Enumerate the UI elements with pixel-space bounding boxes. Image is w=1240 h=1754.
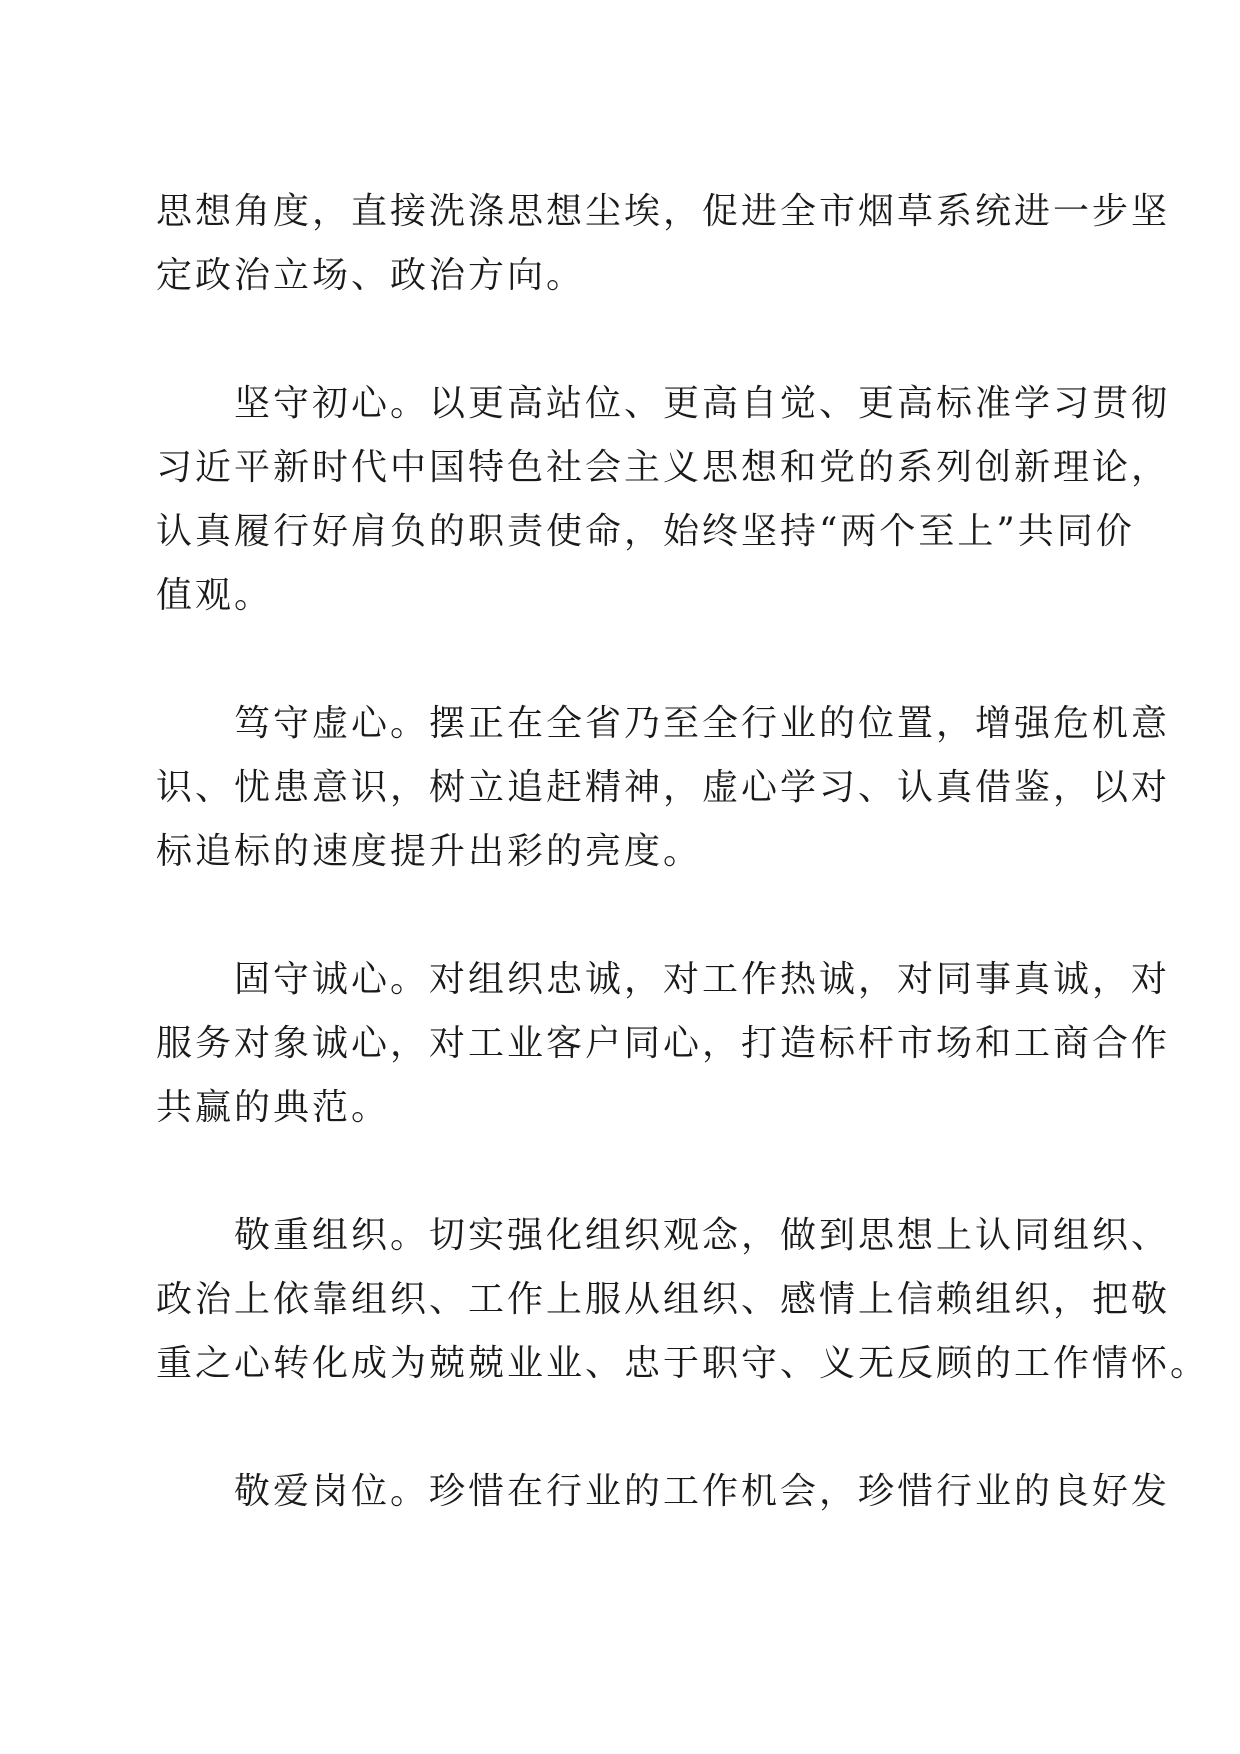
text-line: 政治上依靠组织、工作上服从组织、感情上信赖组织，把敬 (156, 1279, 1171, 1320)
text-line: 敬重组织。切实强化组织观念，做到思想上认同组织、 (156, 1215, 1171, 1256)
paragraph-3 (156, 692, 1171, 884)
text-line: 值观。 (156, 575, 274, 616)
text-line: 服务对象诚心，对工业客户同心，打造标杆市场和工商合作 (156, 1023, 1171, 1064)
text-line: 标追标的速度提升出彩的亮度。 (156, 831, 703, 872)
text-line: 认真履行好肩负的职责使命，始终坚持“两个至上”共同价 (156, 511, 1135, 552)
paragraph-1 (156, 180, 1171, 308)
paragraph-6 (156, 1460, 1171, 1524)
paragraph-5 (156, 1204, 1210, 1396)
text-line: 敬爱岗位。珍惜在行业的工作机会，珍惜行业的良好发 (156, 1471, 1171, 1512)
text-line: 思想角度，直接洗涤思想尘埃，促进全市烟草系统进一步坚 (156, 191, 1171, 232)
text-line: 定政治立场、政治方向。 (156, 255, 586, 296)
text-line: 坚守初心。以更高站位、更高自觉、更高标准学习贯彻 (156, 383, 1171, 424)
text-line: 固守诚心。对组织忠诚，对工作热诚，对同事真诚，对 (156, 959, 1171, 1000)
text-line: 重之心转化成为兢兢业业、忠于职守、义无反顾的工作情怀。 (156, 1343, 1210, 1384)
text-line: 识、忧患意识，树立追赶精神，虚心学习、认真借鉴，以对 (156, 767, 1171, 808)
paragraph-4 (156, 948, 1171, 1140)
text-line: 共赢的典范。 (156, 1087, 391, 1128)
text-line: 习近平新时代中国特色社会主义思想和党的系列创新理论， (156, 447, 1171, 488)
paragraph-2 (156, 372, 1171, 628)
text-line: 笃守虚心。摆正在全省乃至全行业的位置，增强危机意 (156, 703, 1171, 744)
